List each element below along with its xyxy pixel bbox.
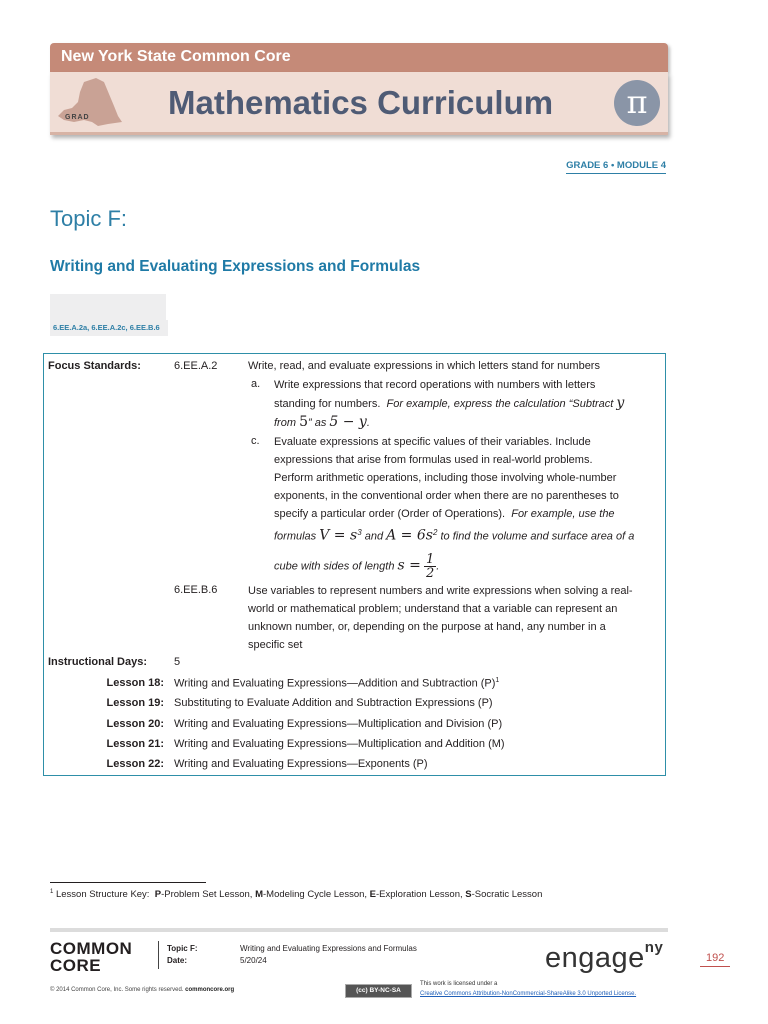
copyright-text: © 2014 Common Core, Inc. Some rights reserved. commoncore.org (50, 987, 235, 993)
lesson-title: Substituting to Evaluate Addition and Subtraction Expressions (P) (174, 697, 493, 709)
standard-item-a: Write expressions that record operations with numbers with letters standing for numbers. For example, express the calculation “Subtract y from 5” as 5 − y. (274, 379, 625, 430)
item-marker: c. (251, 435, 260, 447)
page-number: 192 (700, 952, 730, 967)
focus-standards-label: Focus Standards: (48, 360, 141, 372)
lesson-label: Lesson 21: (106, 738, 164, 750)
cc-license-badge: (cc) BY-NC-SA (345, 984, 412, 998)
page-title: Mathematics Curriculum (168, 84, 554, 121)
instructional-days-value: 5 (174, 656, 181, 668)
lesson-title: Writing and Evaluating Expressions—Multiplication and Addition (M) (174, 738, 505, 750)
lesson-title: Writing and Evaluating Expressions—Exponents (P) (174, 758, 428, 770)
fraction-one-half: $\frac{1}{2}$ (425, 551, 435, 581)
license-link[interactable]: Creative Commons Attribution-NonCommercial-ShareAlike 3.0 Unported License. (420, 991, 637, 997)
lesson-label: Lesson 22: (106, 758, 164, 770)
standards-tag-text: 6.EE.A.2a, 6.EE.A.2c, 6.EE.B.6 (53, 323, 160, 332)
footer-date-value: 5/20/24 (240, 956, 267, 965)
footer-divider (50, 928, 668, 932)
footer-topic-value: Writing and Evaluating Expressions and Formulas (240, 944, 417, 953)
standard-text: Use variables to represent numbers and write expressions when solving a real- world or mathematical problem; understand that a variable can represent an unknown number, or, depending on the purpose at hand, any number in a specific set (248, 585, 633, 651)
footnote: $^1$ Lesson Structure Key: P-Problem Set Lesson, M-Modeling Cycle Lesson, E-Exploration Lesson, S-Socratic Lesson (50, 889, 543, 901)
pi-icon: π (614, 80, 660, 126)
engageny-logo: engage$^{ny}$ (545, 939, 664, 974)
lesson-label: Lesson 19: (106, 697, 164, 709)
standard-code: 6.EE.B.6 (174, 584, 218, 596)
banner-main (50, 72, 668, 135)
standards-table (43, 353, 666, 776)
footer-date-label: Date: (167, 956, 188, 965)
lesson-title: Writing and Evaluating Expressions—Multiplication and Division (P) (174, 718, 503, 730)
item-marker: a. (251, 378, 261, 390)
standard-item-c: Evaluate expressions at specific values of their variables. Include expressions that arise from formulas used in real-world problems. Perform arithmetic operations, including those involving whole-number exponents, in the conventional order when there are no parentheses to specify a particular order (Order of Operations). For example, use the formulas $V = s^3$ and $A = 6s^2$ to find the volume and surface area of a cube with sides of length s = $\frac{1}{2}$ . (274, 436, 635, 581)
ny-state-map-icon (54, 76, 124, 130)
lesson-label: Lesson 20: (106, 718, 164, 730)
footer-topic-label: Topic F: (167, 944, 198, 953)
lesson-label: Lesson 18: (106, 677, 164, 689)
banner-top-text: New York State Common Core (61, 48, 291, 65)
standard-text: Write, read, and evaluate expressions in which letters stand for numbers (248, 360, 600, 372)
standard-code: 6.EE.A.2 (174, 360, 218, 372)
topic-title: Writing and Evaluating Expressions and Formulas (50, 258, 421, 275)
footer-separator (158, 941, 159, 969)
common-core-logo: COMMON CORE (50, 939, 133, 975)
topic-label: Topic F: (50, 206, 128, 231)
instructional-days-label: Instructional Days: (48, 656, 148, 668)
footnote-divider (50, 882, 206, 883)
license-text: This work is licensed under a (420, 981, 498, 987)
banner-top (50, 43, 668, 72)
lesson-title: Writing and Evaluating Expressions—Addition and Subtraction $(P)^1$ (174, 677, 500, 690)
grade-module-label: GRADE 6 • MODULE 4 (566, 160, 666, 174)
grade-label: GRAD (65, 114, 90, 121)
standards-tag (50, 294, 168, 336)
